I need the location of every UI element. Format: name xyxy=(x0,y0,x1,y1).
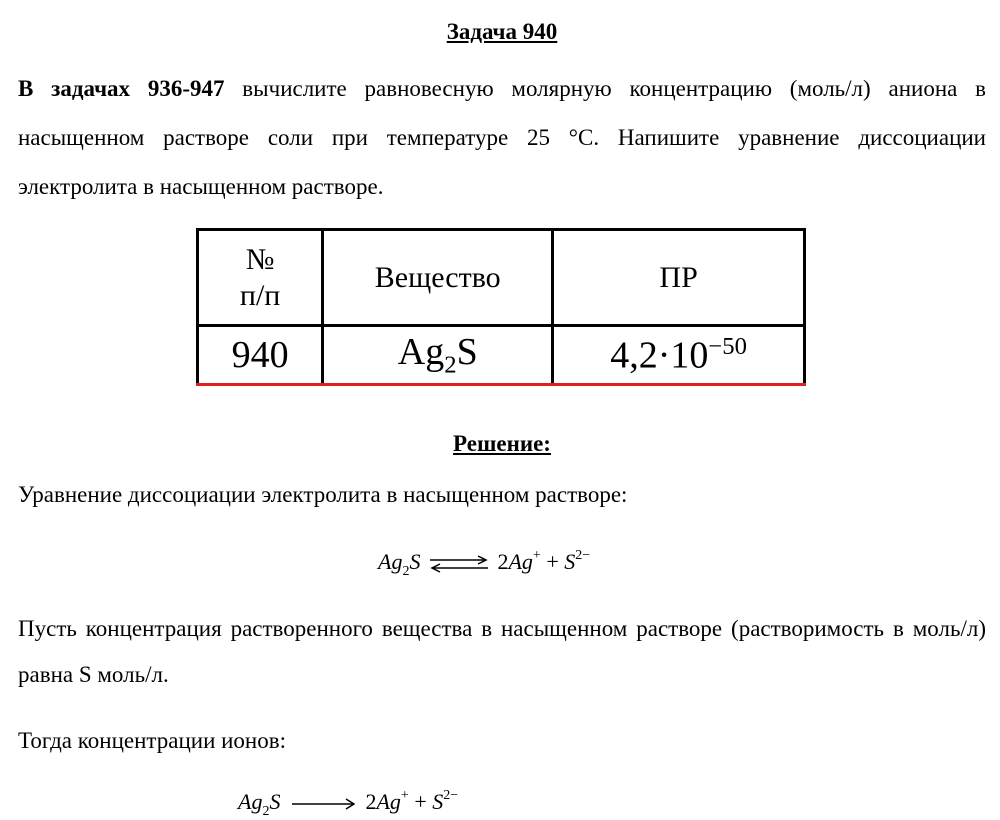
paragraph-ion-concentrations: Тогда концентрации ионов: xyxy=(18,728,286,753)
cell-number: 940 xyxy=(198,326,323,385)
header-number-sign: № xyxy=(245,242,275,276)
paragraph-solubility: Пусть концентрация растворенного вещества в насыщенном растворе (растворимость в моль/л) равна S моль/л. xyxy=(18,616,986,687)
data-table xyxy=(196,228,806,386)
solution-title: Решение: xyxy=(453,431,551,456)
problem-range: В задачах 936-947 xyxy=(18,76,225,101)
table-row xyxy=(198,326,805,385)
equilibrium-arrows-icon xyxy=(428,554,490,574)
problem-text: вычислите равновесную молярную концентрацию (моль/л) аниона в насыщенном растворе соли при температуре 25 °С. Напишите уравнение диссоциации электролита в насыщенном растворе. xyxy=(18,76,986,199)
dissociation-equation: $Ag_2S$ $2Ag^+ + S^{2-}$ xyxy=(378,548,591,579)
problem-title: Задача 940 xyxy=(446,19,558,44)
arrow-right-icon xyxy=(288,794,358,814)
header-number xyxy=(198,230,323,326)
table-header-row xyxy=(198,230,805,326)
header-substance: Вещество xyxy=(323,230,553,326)
ion-concentration-equation: $Ag_2S$ $2Ag^+ + S^{2-}$ xyxy=(238,788,459,819)
header-number-label: п/п xyxy=(239,278,281,312)
cell-substance: $Ag_2S$ xyxy=(323,326,553,385)
problem-statement xyxy=(18,64,986,211)
cell-pr: $4,2\cdot 10^{-50}$ xyxy=(553,326,805,385)
paragraph-dissociation: Уравнение диссоциации электролита в насыщенном растворе: xyxy=(18,482,628,507)
header-pr: ПР xyxy=(553,230,805,326)
